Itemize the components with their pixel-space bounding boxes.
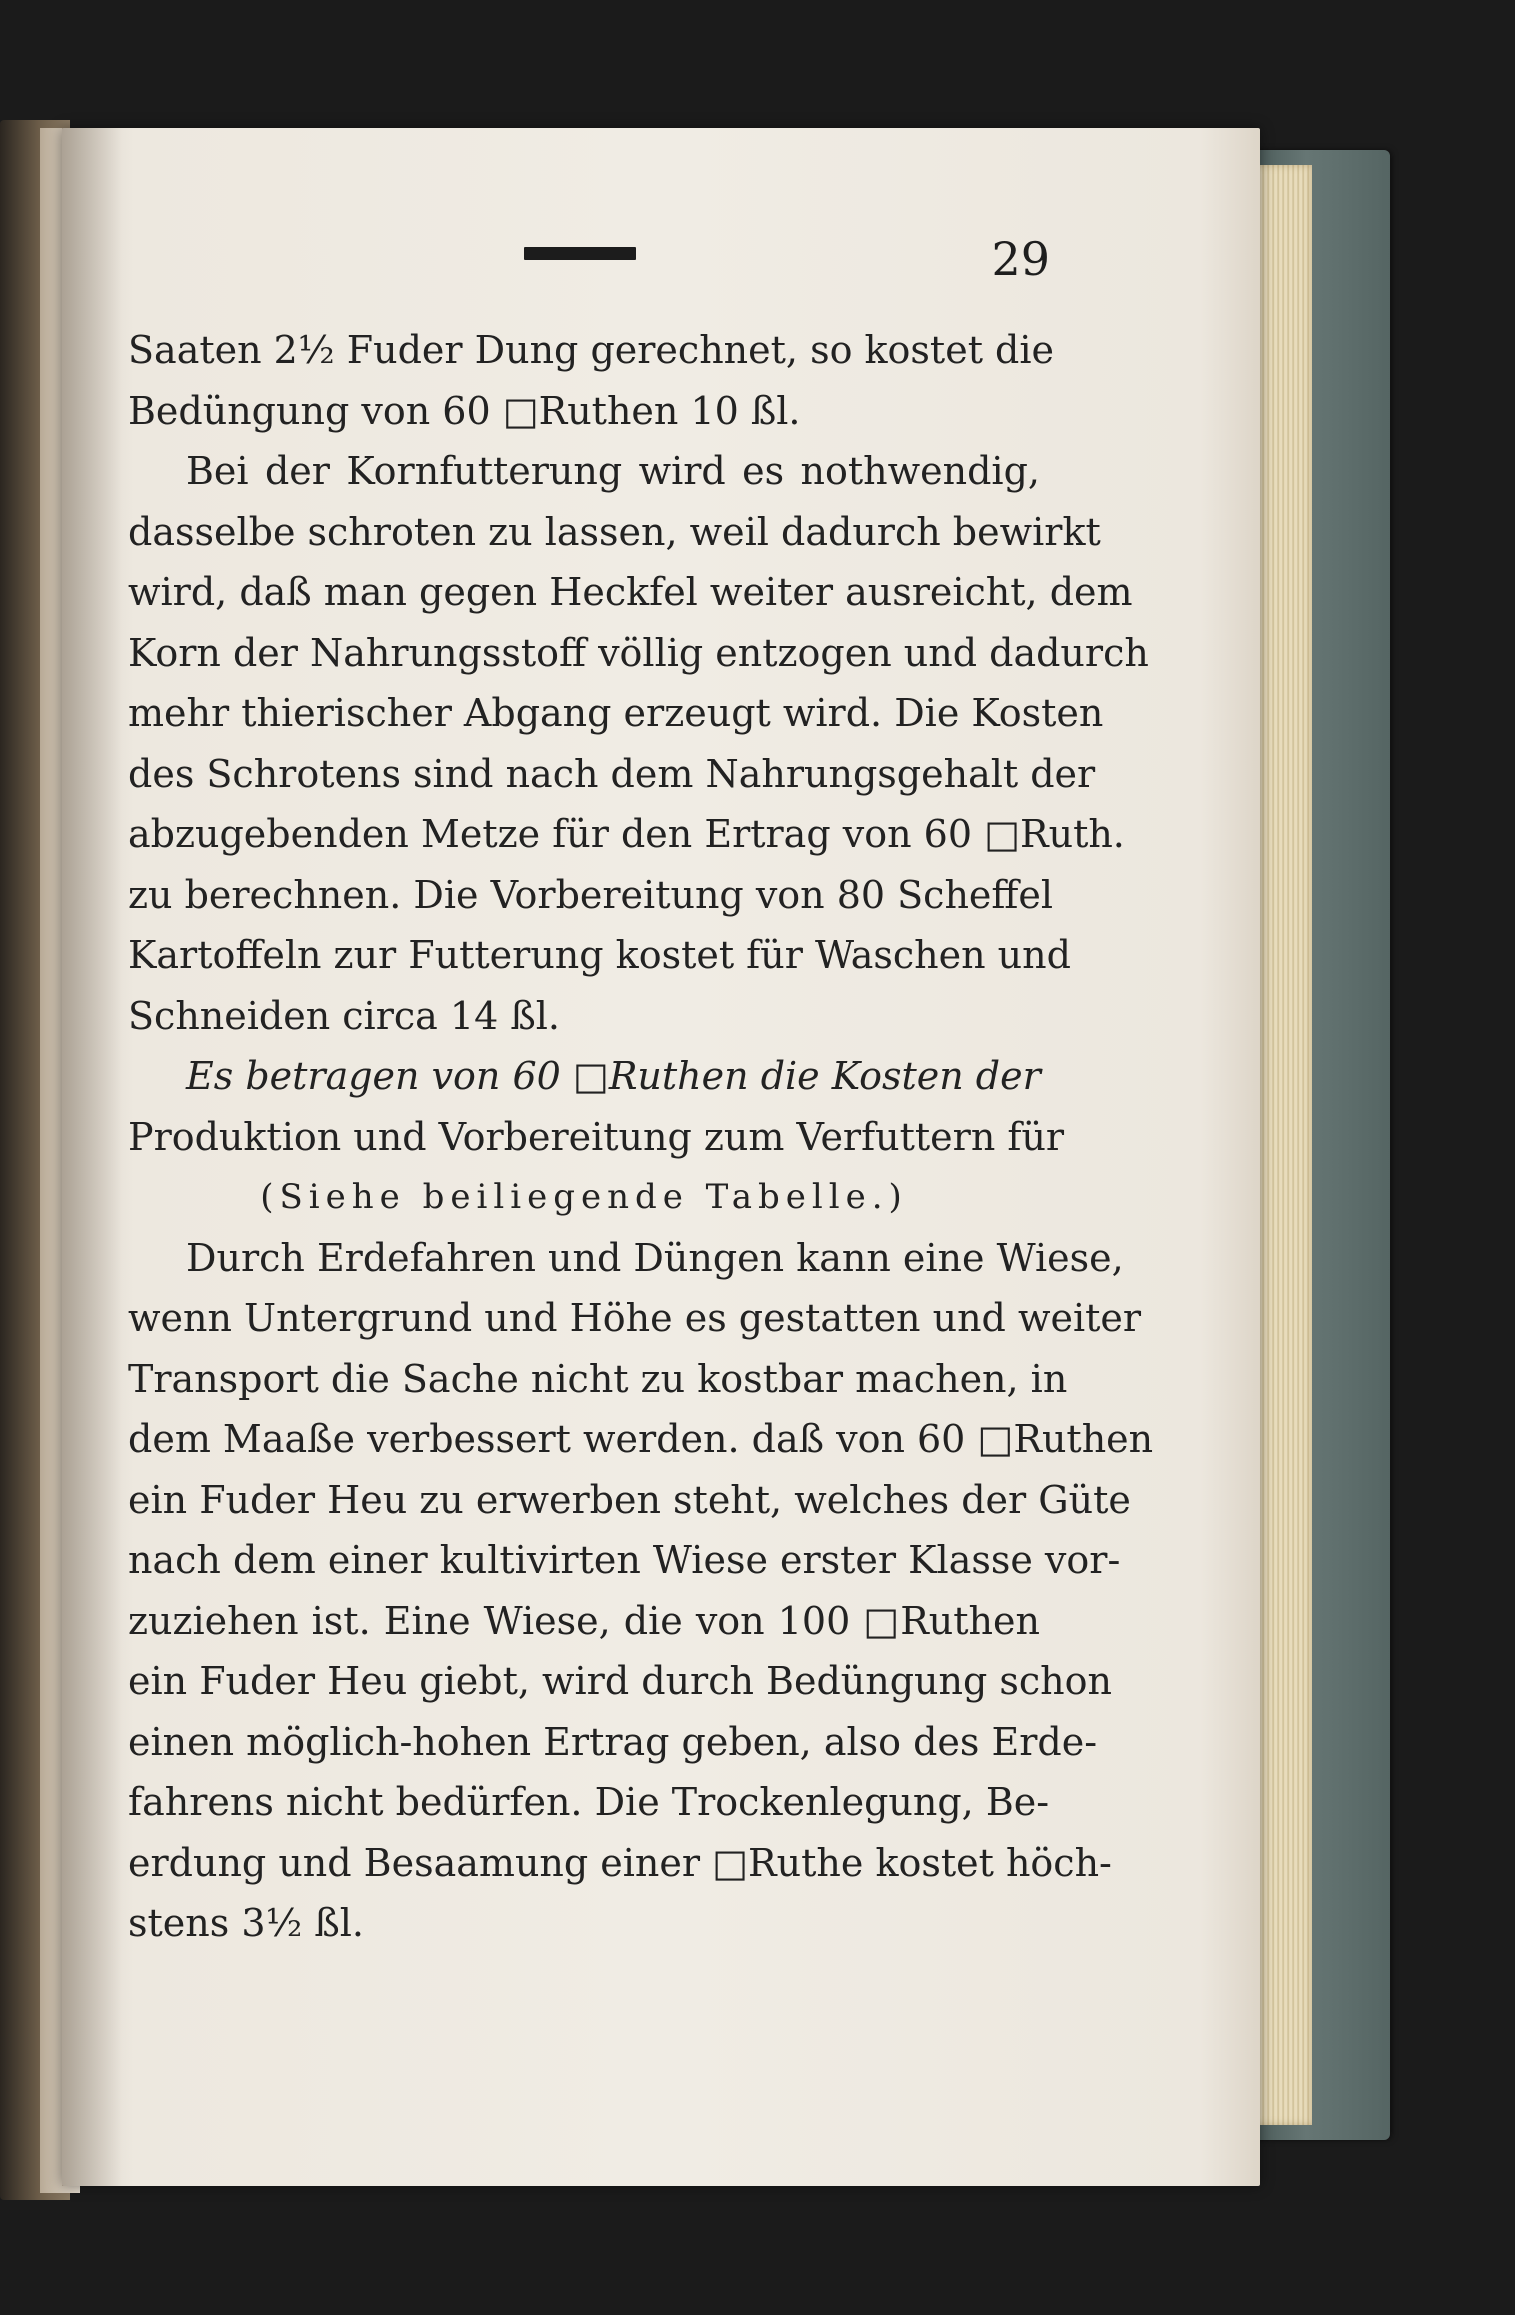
body-text <box>128 320 1154 1954</box>
text-line: mehr thierischer Abgang erzeugt wird. Die Kosten <box>128 691 1104 735</box>
text-line: ein Fuder Heu giebt, wird durch Bedüngung schon <box>128 1659 1113 1703</box>
text-line: nach dem einer kultivirten Wiese erster Klasse vor- <box>128 1538 1121 1582</box>
text-line: wenn Untergrund und Höhe es gestatten und weiter <box>128 1296 1142 1340</box>
text-line: des Schrotens sind nach dem Nahrungsgehalt der <box>128 751 1096 796</box>
text-line: erdung und Besaamung einer □Ruthe kostet höch- <box>128 1840 1112 1885</box>
text-line: stens 3½ ßl. <box>128 1901 365 1945</box>
header-rule <box>524 247 636 260</box>
text-line: Es betragen von 60 □Ruthen die Kosten der <box>186 1054 1041 1098</box>
text-line: Kartoffeln zur Futterung kostet für Waschen und <box>128 933 1071 977</box>
text-line: dasselbe schroten zu lassen, weil dadurch bewirkt <box>128 509 1101 554</box>
text-line: zu berechnen. Die Vorbereitung von 80 Scheffel <box>128 872 1054 917</box>
text-line: wird, daß man gegen Heckfel weiter ausreicht, dem <box>128 570 1133 614</box>
text-line: Korn der Nahrungsstoff völlig entzogen und dadurch <box>128 630 1149 675</box>
text-line: Produktion und Vorbereitung zum Verfuttern für <box>128 1114 1065 1159</box>
text-line: Bedüngung von 60 □Ruthen 10 ßl. <box>128 388 801 433</box>
text-line: zuziehen ist. Eine Wiese, die von 100 □Ruthen <box>128 1598 1040 1643</box>
text-line: Durch Erdefahren und Düngen kann eine Wiese, <box>186 1235 1124 1280</box>
text-line: Saaten 2½ Fuder Dung gerechnet, so kostet die <box>128 328 1055 372</box>
text-line: Transport die Sache nicht zu kostbar machen, in <box>128 1356 1068 1401</box>
text-line: abzugebenden Metze für den Ertrag von 60 □Ruth. <box>128 812 1125 856</box>
table-reference: (Siehe beiliegende Tabelle.) <box>260 1177 908 1217</box>
text-line: dem Maaße verbessert werden. daß von 60 □Ruthen <box>128 1417 1154 1461</box>
text-line: Bei der Kornfutterung wird es nothwendig, <box>186 449 1040 493</box>
gutter-shadow <box>62 128 122 2186</box>
page-number: 29 <box>991 232 1050 286</box>
text-line: ein Fuder Heu zu erwerben steht, welches der Güte <box>128 1477 1131 1522</box>
text-line: Schneiden circa 14 ßl. <box>128 993 560 1038</box>
text-line: fahrens nicht bedürfen. Die Trockenlegung, Be- <box>128 1780 1050 1824</box>
text-line: einen möglich-hohen Ertrag geben, also des Erde- <box>128 1719 1098 1764</box>
